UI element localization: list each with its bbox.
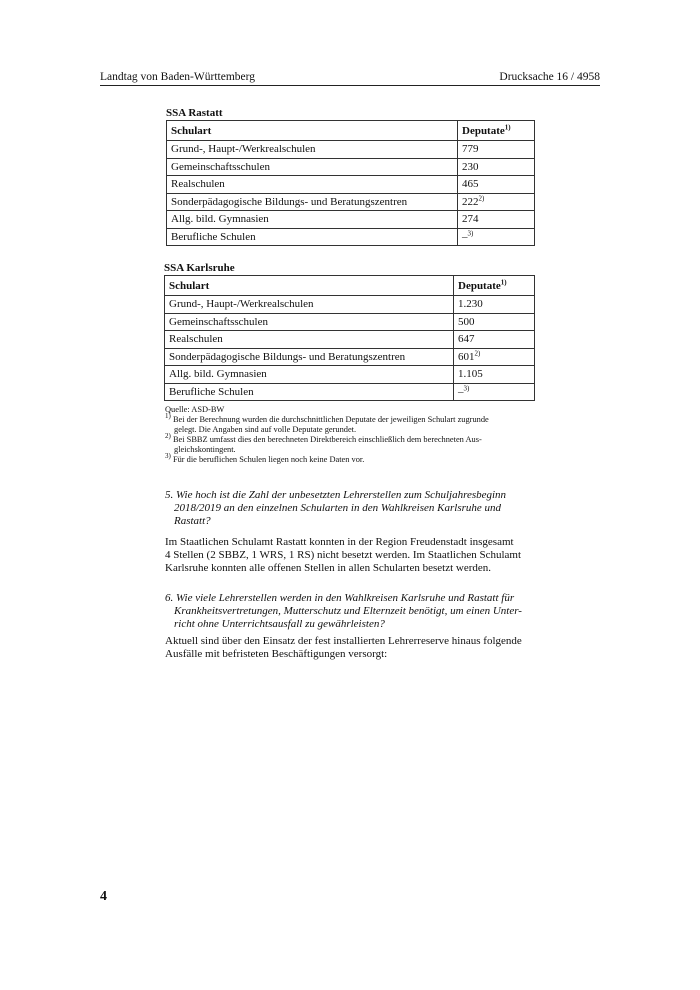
- data-table: [166, 120, 535, 246]
- question-line: Rastatt?: [174, 515, 211, 527]
- row-label: Realschulen: [167, 176, 458, 194]
- row-label: Realschulen: [165, 331, 454, 349]
- row-value: [458, 158, 535, 176]
- value-text: 465: [462, 178, 479, 191]
- row-value: [454, 383, 535, 401]
- row-value: [458, 193, 535, 211]
- footnote-mark: 1): [504, 122, 511, 131]
- row-value: [458, 176, 535, 194]
- table-footnotes: [165, 405, 533, 465]
- row-value: [454, 331, 535, 349]
- value-text: 647: [458, 333, 475, 346]
- row-label: Allg. bild. Gymnasien: [165, 366, 454, 384]
- row-label: Sonderpädagogische Bildungs- und Beratungszentren: [165, 348, 454, 366]
- value-text: 1.230: [458, 298, 483, 311]
- row-label: Allg. bild. Gymnasien: [167, 211, 458, 229]
- row-label: Grund-, Haupt-/Werkrealschulen: [167, 141, 458, 159]
- answer-6: [165, 635, 533, 661]
- footnote-text: Bei SBBZ umfasst dies den berechneten Direktbereich einschließlich dem berechneten Aus-: [172, 435, 482, 444]
- value-text: 230: [462, 160, 479, 173]
- question-line: 2018/2019 an den einzelnen Schularten in den Wahlkreisen Karlsruhe und: [174, 502, 502, 514]
- row-label: Sonderpädagogische Bildungs- und Beratungszentren: [167, 193, 458, 211]
- row-value: [454, 313, 535, 331]
- footnote-mark: 2): [478, 194, 485, 203]
- table-row: [165, 348, 535, 366]
- col-header-text: Deputate: [462, 124, 505, 137]
- footnote-mark: 2): [474, 349, 481, 358]
- value-text: 779: [462, 143, 479, 156]
- table-row: [167, 211, 535, 229]
- question-6: [165, 592, 533, 631]
- footnote-text: Für die beruflichen Schulen liegen noch keine Daten vor.: [172, 455, 365, 464]
- answer-line: 4 Stellen (2 SBBZ, 1 WRS, 1 RS) nicht besetzt werden. Im Staatlichen Schulamt: [165, 549, 522, 561]
- value-text: 222: [462, 195, 479, 208]
- col-header-deputate: [458, 121, 535, 141]
- row-value: [454, 348, 535, 366]
- question-line: Krankheitsvertretungen, Mutterschutz und Elternzeit benötigt, um einen Unter-: [174, 605, 522, 617]
- question-5: [165, 489, 533, 528]
- footnote-mark: 3): [463, 384, 470, 393]
- col-header-deputate: [454, 276, 535, 296]
- answer-line: Karlsruhe konnten alle offenen Stellen in allen Schularten besetzt werden.: [165, 562, 492, 574]
- row-label: Gemeinschaftsschulen: [165, 313, 454, 331]
- table-row: [165, 296, 535, 314]
- table-ssa-rastatt: [166, 107, 535, 246]
- table-row: [167, 176, 535, 194]
- answer-line: Aktuell sind über den Einsatz der fest installierten Lehrerreserve hinaus folgende: [165, 635, 522, 647]
- page-number: 4: [100, 889, 107, 904]
- row-label: Gemeinschaftsschulen: [167, 158, 458, 176]
- value-text: 1.105: [458, 368, 483, 381]
- question-line: 5. Wie hoch ist die Zahl der unbesetzten Lehrerstellen zum Schuljahresbeginn: [165, 489, 507, 501]
- footnote-1-cont: gelegt. Die Angaben sind auf volle Deputate gerundet.: [174, 425, 357, 434]
- table-row: [167, 228, 535, 246]
- table-header-row: [165, 276, 535, 296]
- question-line: 6. Wie viele Lehrerstellen werden in den Wahlkreisen Karlsruhe und Rastatt für: [165, 592, 515, 604]
- table-row: [167, 158, 535, 176]
- page-header: [100, 71, 600, 86]
- row-value: [458, 211, 535, 229]
- table-title: SSA Karlsruhe: [164, 262, 235, 274]
- answer-line: Ausfälle mit befristeten Beschäftigungen versorgt:: [165, 648, 388, 660]
- footnote-3: [165, 452, 533, 465]
- footnote-mark: 1): [500, 277, 507, 286]
- table-row: [165, 331, 535, 349]
- col-header-text: Deputate: [458, 279, 501, 292]
- footnote-mark: 2): [165, 432, 171, 441]
- table-ssa-karlsruhe: [164, 262, 535, 401]
- col-header-schulart: Schulart: [167, 121, 458, 141]
- col-header-schulart: Schulart: [165, 276, 454, 296]
- table-row: [165, 383, 535, 401]
- table-row: [165, 366, 535, 384]
- footnote-2-cont: gleichskontingent.: [174, 445, 236, 454]
- value-text: –: [462, 230, 468, 243]
- footnote-1: [165, 412, 533, 425]
- value-text: 274: [462, 213, 479, 226]
- table-title: SSA Rastatt: [166, 107, 223, 119]
- footnote-text: Bei der Berechnung wurden die durchschnittlichen Deputate der jeweiligen Schulart zugrunde: [172, 415, 489, 424]
- table-row: [167, 193, 535, 211]
- answer-line: Im Staatlichen Schulamt Rastatt konnten in der Region Freudenstadt insgesamt: [165, 536, 514, 548]
- footnote-mark: 3): [165, 452, 171, 461]
- value-text: 500: [458, 315, 475, 328]
- row-value: [454, 296, 535, 314]
- value-text: 601: [458, 350, 475, 363]
- question-line: richt ohne Unterrichtsausfall zu gewährleisten?: [174, 618, 385, 630]
- footnote-2: [165, 432, 533, 445]
- row-label: Berufliche Schulen: [165, 383, 454, 401]
- row-value: [454, 366, 535, 384]
- header-right: Drucksache 16 / 4958: [499, 71, 600, 83]
- answer-5: [165, 536, 533, 575]
- header-left: Landtag von Baden-Württemberg: [100, 71, 255, 83]
- source-note: Quelle: ASD-BW: [165, 405, 225, 414]
- value-text: –: [458, 385, 464, 398]
- row-label: Berufliche Schulen: [167, 228, 458, 246]
- footnote-mark: 3): [467, 229, 474, 238]
- table-row: [167, 141, 535, 159]
- table-header-row: [167, 121, 535, 141]
- data-table: [164, 275, 535, 401]
- row-value: [458, 141, 535, 159]
- row-label: Grund-, Haupt-/Werkrealschulen: [165, 296, 454, 314]
- row-value: [458, 228, 535, 246]
- table-row: [165, 313, 535, 331]
- footnote-mark: 1): [165, 412, 171, 421]
